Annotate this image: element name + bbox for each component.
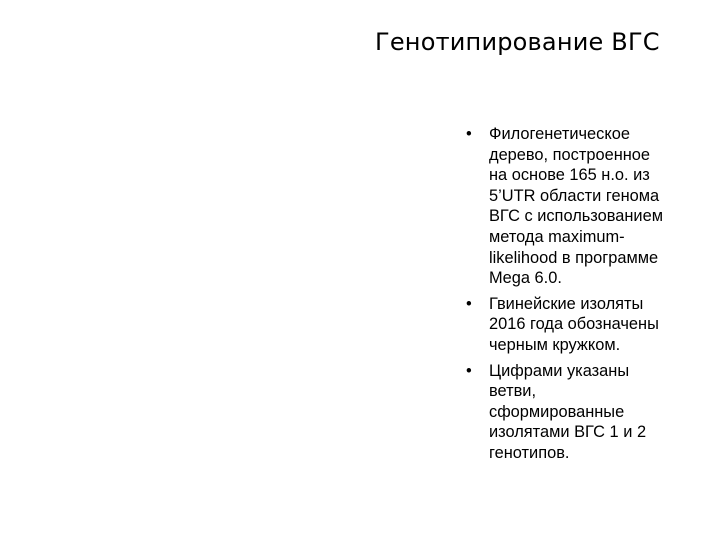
- bullet-line: на основе 165 н.о. из: [489, 166, 650, 185]
- bullet-item: [466, 124, 696, 289]
- bullet-line: черным кружком.: [489, 335, 621, 354]
- bullet-line: likelihood в программе: [489, 248, 659, 267]
- bullet-line: Филогенетическое: [489, 125, 630, 143]
- bullet-line: Mega 6.0.: [489, 269, 562, 288]
- slide-title: Генотипирование ВГС: [375, 28, 660, 56]
- bullet-line: Гвинейские изоляты: [489, 294, 644, 313]
- bullet-line: ВГС с использованием: [489, 207, 663, 226]
- bullet-item: [466, 361, 696, 464]
- bullet-line: Цифрами указаны: [489, 361, 630, 380]
- bullet-list: [466, 124, 696, 469]
- bullet-line: дерево, построенное: [489, 145, 651, 164]
- bullet-dot: •: [466, 361, 472, 380]
- bullet-line: изолятами ВГС 1 и 2: [489, 423, 647, 442]
- bullet-line: 2016 года обозначены: [489, 315, 659, 334]
- bullet-line: 5’UTR области генома: [489, 186, 660, 205]
- bullet-line: сформированные: [489, 402, 625, 421]
- bullet-line: генотипов.: [489, 443, 570, 462]
- bullet-line: ветви,: [489, 382, 537, 401]
- bullet-dot: •: [466, 294, 472, 313]
- bullet-dot: •: [466, 125, 472, 143]
- bullet-line: метода maximum-: [489, 227, 625, 246]
- bullet-item: [466, 294, 696, 356]
